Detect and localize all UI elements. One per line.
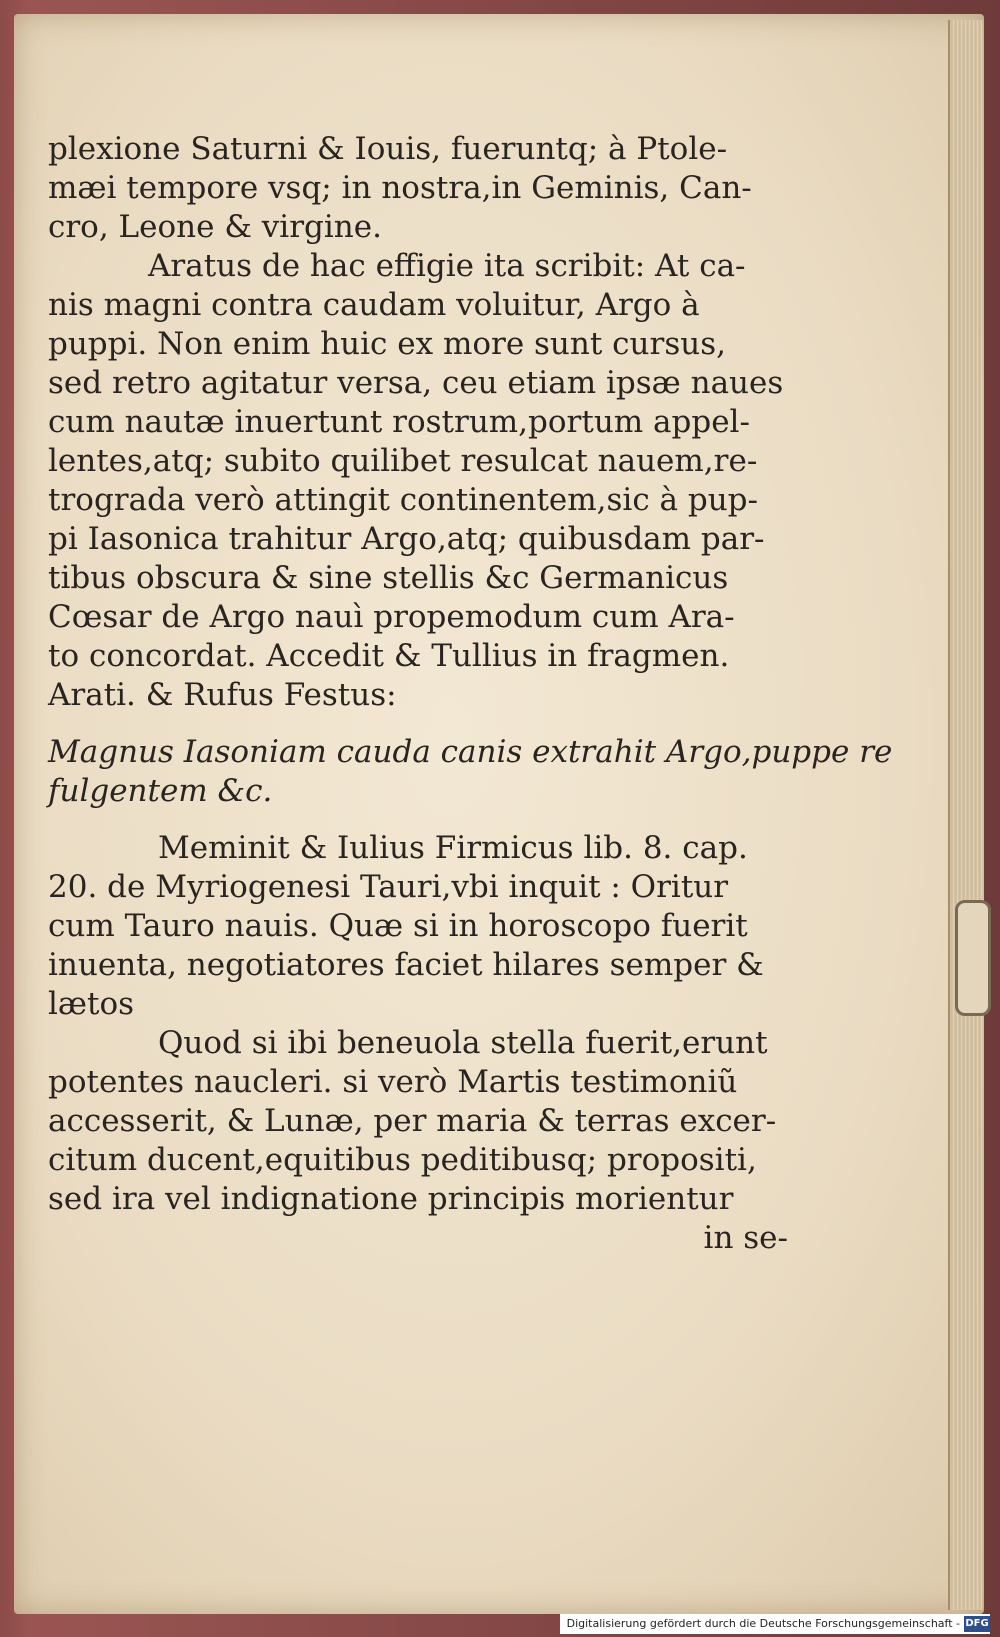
text-line: sed ira vel indignatione principis morientur [48,1181,734,1217]
catchword: in se- [703,1220,788,1256]
text-line: citum ducent,equitibus peditibusq; propositi, [48,1142,757,1178]
text-line: lætos [48,986,135,1022]
digitization-credit: Digitalisierung gefördert durch die Deutsche Forschungsgemeinschaft - [560,1614,990,1634]
paragraph-start: Meminit & Iulius Firmicus lib. 8. cap. [158,830,748,866]
text-line: Arati. & Rufus Festus: [48,677,397,713]
text-line: cro, Leone & virgine. [48,209,382,245]
paragraph-start: Quod si ibi beneuola stella fuerit,erunt [158,1025,768,1061]
text-line: 20. de Myriogenesi Tauri,vbi inquit : Oritur [48,869,729,905]
text-line: pi Iasonica trahitur Argo,atq; quibusdam par- [48,521,765,557]
text-line: tibus obscura & sine stellis &c Germanicus [48,560,729,596]
text-line: sed retro agitatur versa, ceu etiam ipsæ naues [48,365,784,401]
text-line: potentes naucleri. si verò Martis testimoniũ [48,1064,738,1100]
book-clasp [955,900,991,1016]
text-line: Cœsar de Argo nauì propemodum cum Ara- [48,599,735,635]
text-line: trograda verò attingit continentem,sic à pup- [48,482,759,518]
text-line: cum nautæ inuertunt rostrum,portum appel- [48,404,750,440]
text-line: puppi. Non enim huic ex more sunt cursus, [48,326,726,362]
text-line: to concordat. Accedit & Tullius in fragmen. [48,638,730,674]
text-line: accesserit, & Lunæ, per maria & terras excer- [48,1103,777,1139]
paragraph-start: Aratus de hac effigie ita scribit: At ca- [148,248,746,284]
verse-line: fulgentem &c. [48,773,273,809]
page-text [48,130,893,1258]
dfg-logo: DFG [964,1616,990,1632]
verse-line: Magnus Iasoniam cauda canis extrahit Argo,puppe re [48,734,893,770]
text-line: inuenta, negotiatores faciet hilares semper & [48,947,764,983]
text-line: mæi tempore vsq; in nostra,in Geminis, Can- [48,170,752,206]
page-edges [948,20,982,1610]
text-line: nis magni contra caudam voluitur, Argo à [48,287,700,323]
text-line: plexione Saturni & Iouis, fueruntq; à Ptole- [48,131,728,167]
text-line: cum Tauro nauis. Quæ si in horoscopo fuerit [48,908,748,944]
text-line: lentes,atq; subito quilibet resulcat nauem,re- [48,443,758,479]
